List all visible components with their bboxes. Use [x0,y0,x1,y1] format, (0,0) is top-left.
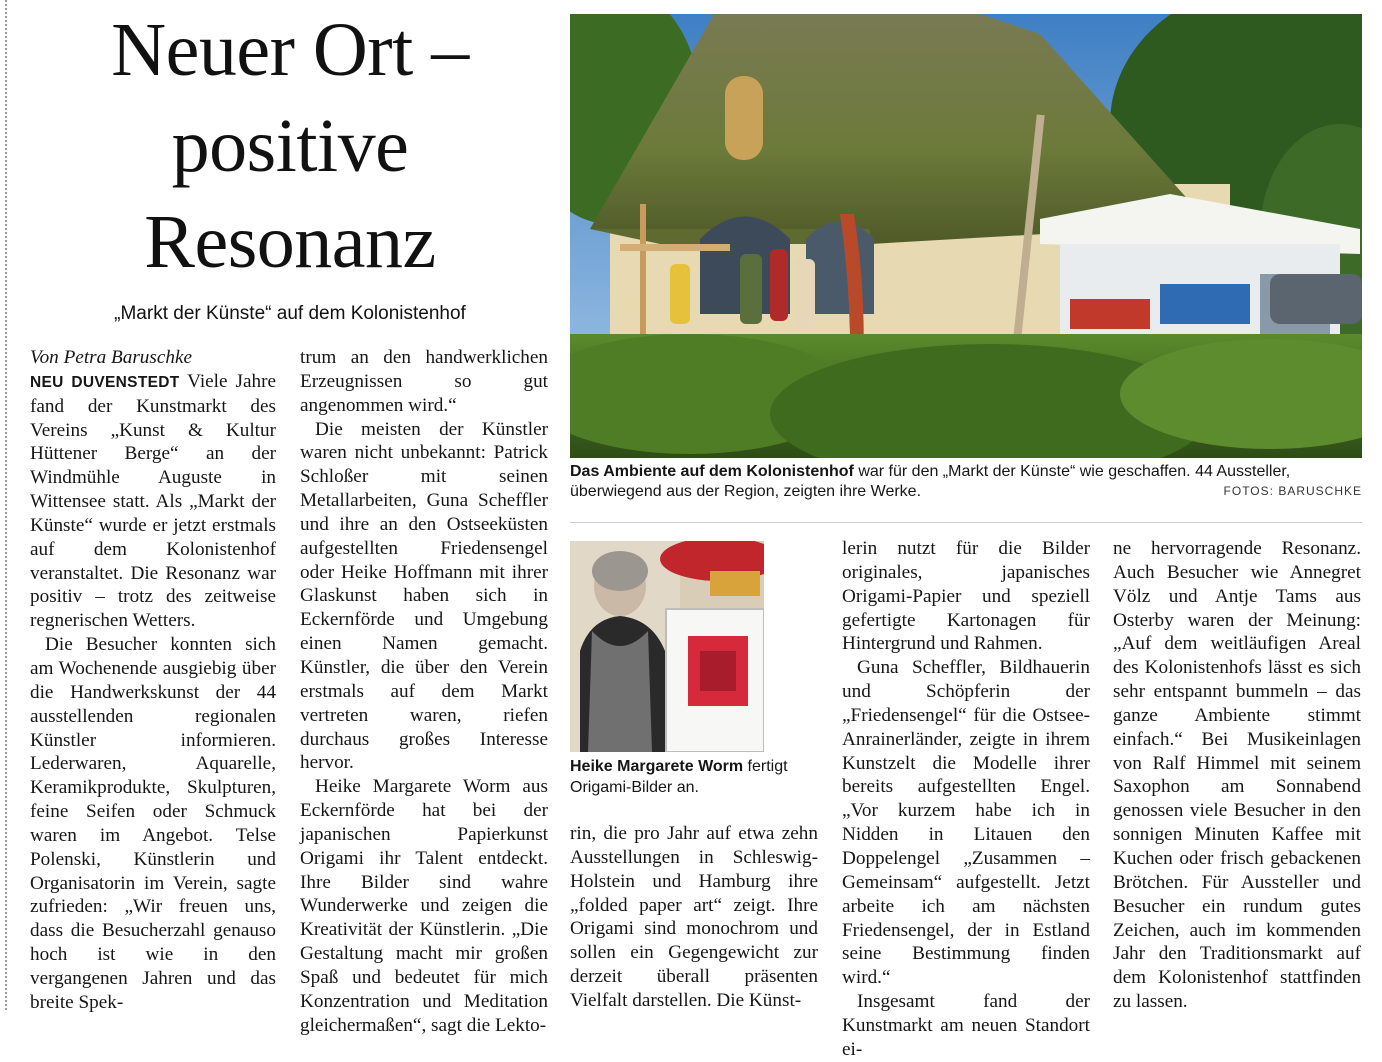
portrait-photo-caption [570,756,820,798]
portrait-illustration [570,541,764,752]
paragraph: Guna Scheffler, Bildhauerin und Schöpferin der „Friedensengel“ für die Ostsee-Anrainerländer, zeigte in ihrem Kunstzelt die Modelle ihrer bereits aufgestellten Engel. „Vor kurzem habe ich in Nidden in Litauen den Doppelengel „Zusammen – Gemeinsam“ aufgestellt. Jetzt arbeite ich am nächsten Friedensengel, der in Estland seine Bestimmung finden wird.“ [842,657,1090,989]
byline: Von Petra Baruschke [30,347,192,368]
paragraph-text: Viele Jahre fand der Kunstmarkt des Vereins „Kunst & Kultur Hüttener Berge“ an der Windmühle Auguste in Wittensee statt. Als „Markt der Künste“ wurde er jetzt erstmals auf dem Kolonistenhof veranstaltet. Die Resonanz war positiv – trotz des zeitweise regnerischen Wetters. [30,370,276,632]
article-column-4 [842,537,1090,1062]
caption-text: war für den „Markt der Künste“ wie geschaffen. 44 Aussteller, überwiegend aus der Region, zeigten ihre Werke. [570,463,1291,500]
paragraph: trum an den handwerklichen Erzeugnissen so gut angenommen wird.“ [300,347,548,416]
column-divider-dotted [5,0,7,1010]
paragraph: rin, die pro Jahr auf etwa zehn Ausstellungen in Schleswig-Holstein und Hamburg ihre „folded paper art“ zeigt. Ihre Origami sind monochrom und sollen ein Gegengewicht zur derzeit überall präsenten Vielfalt darstellen. Die Künst- [570,823,818,1011]
portrait-photo-heike-worm [570,541,764,752]
caption-bold: Heike Margarete Worm [570,758,744,775]
paragraph: Insgesamt fand der Kunstmarkt am neuen Standort ei- [842,991,1090,1060]
caption-text: fertigt Origami-Bilder an. [570,758,788,796]
paragraph: ne hervorragende Resonanz. Auch Besucher wie Annegret Völz und Antje Tams aus Osterby waren der Meinung: „Auf dem weitläufigen Areal des Kolonistenhofs lässt es sich sehr entspannt bummeln – das ganze Ambiente stimmt einfach.“ Bei Musikeinlagen von Ralf Himmel mit seinem Saxophon am Sonnabend genossen viele Besucher in den sonnigen Minuten Kaffee mit Kuchen oder frisch gebackenen Brötchen. Für Aussteller und Besucher ein rundum gutes Zeichen, auch im kommenden Jahr den Traditionsmarkt auf dem Kolonistenhof stattfinden zu lassen. [1113,538,1361,1013]
divider [570,522,1362,523]
paragraph [30,370,276,633]
article-column-3 [570,822,818,1013]
photo-credit: FOTOS: BARUSCHKE [1223,484,1362,498]
paragraph: Die Besucher konnten sich am Wochenende ausgiebig über die Handwerkskunst der 44 ausstellenden regionalen Künstler informieren. Lederwaren, Aquarelle, Keramikprodukte, Skulpturen, feine Seifen oder Schmuck waren im Angebot. Telse Polenski, Künstlerin und Organisatorin im Verein, sagte zufrieden: „Wir freuen uns, dass die Besucherzahl genauso hoch ist wie in den vergangenen Jahren und das breite Spek- [30,634,276,1013]
headline-line-2: positive [171,104,409,188]
article-column-2 [300,346,548,1037]
photo-illustration [570,14,1362,458]
subheadline: „Markt der Künste“ auf dem Kolonistenhof [114,303,466,324]
headline-line-1: Neuer Ort – [111,8,469,92]
main-photo-kolonistenhof [570,14,1362,458]
headline [30,2,550,290]
paragraph: lerin nutzt für die Bilder originales, japanisches Origami-Papier und speziell gefertigte Kartonagen für Hintergrund und Rahmen. [842,538,1090,655]
dateline: NEU DUVENSTEDT [30,373,180,391]
article-column-1 [30,346,276,1015]
headline-line-3: Resonanz [144,200,436,284]
article-column-5 [1113,537,1361,1014]
paragraph: Die meisten der Künstler waren nicht unbekannt: Patrick Schloßer mit seinen Metallarbeiten, Guna Scheffler und ihre an den Ostseeküsten aufgestellten Friedensengel oder Heike Hoffmann mit ihrer Glaskunst haben sich in Eckernförde und Umgebung einen Namen gemacht. Künstler, die über den Verein erstmals auf dem Markt vertreten waren, riefen durchaus großes Interesse hervor. [300,418,548,774]
caption-bold: Das Ambiente auf dem Kolonistenhof [570,463,854,480]
paragraph: Heike Margarete Worm aus Eckernförde hat bei der japanischen Papierkunst Origami ihr Talent entdeckt. Ihre Bilder sind wahre Wunderwerke und zeigen die Kreativität der Künstlerin. „Die Gestaltung macht mir großen Spaß und bedeutet für mich Konzentration und Meditation gleichermaßen“, sagt die Lekto- [300,776,548,1036]
